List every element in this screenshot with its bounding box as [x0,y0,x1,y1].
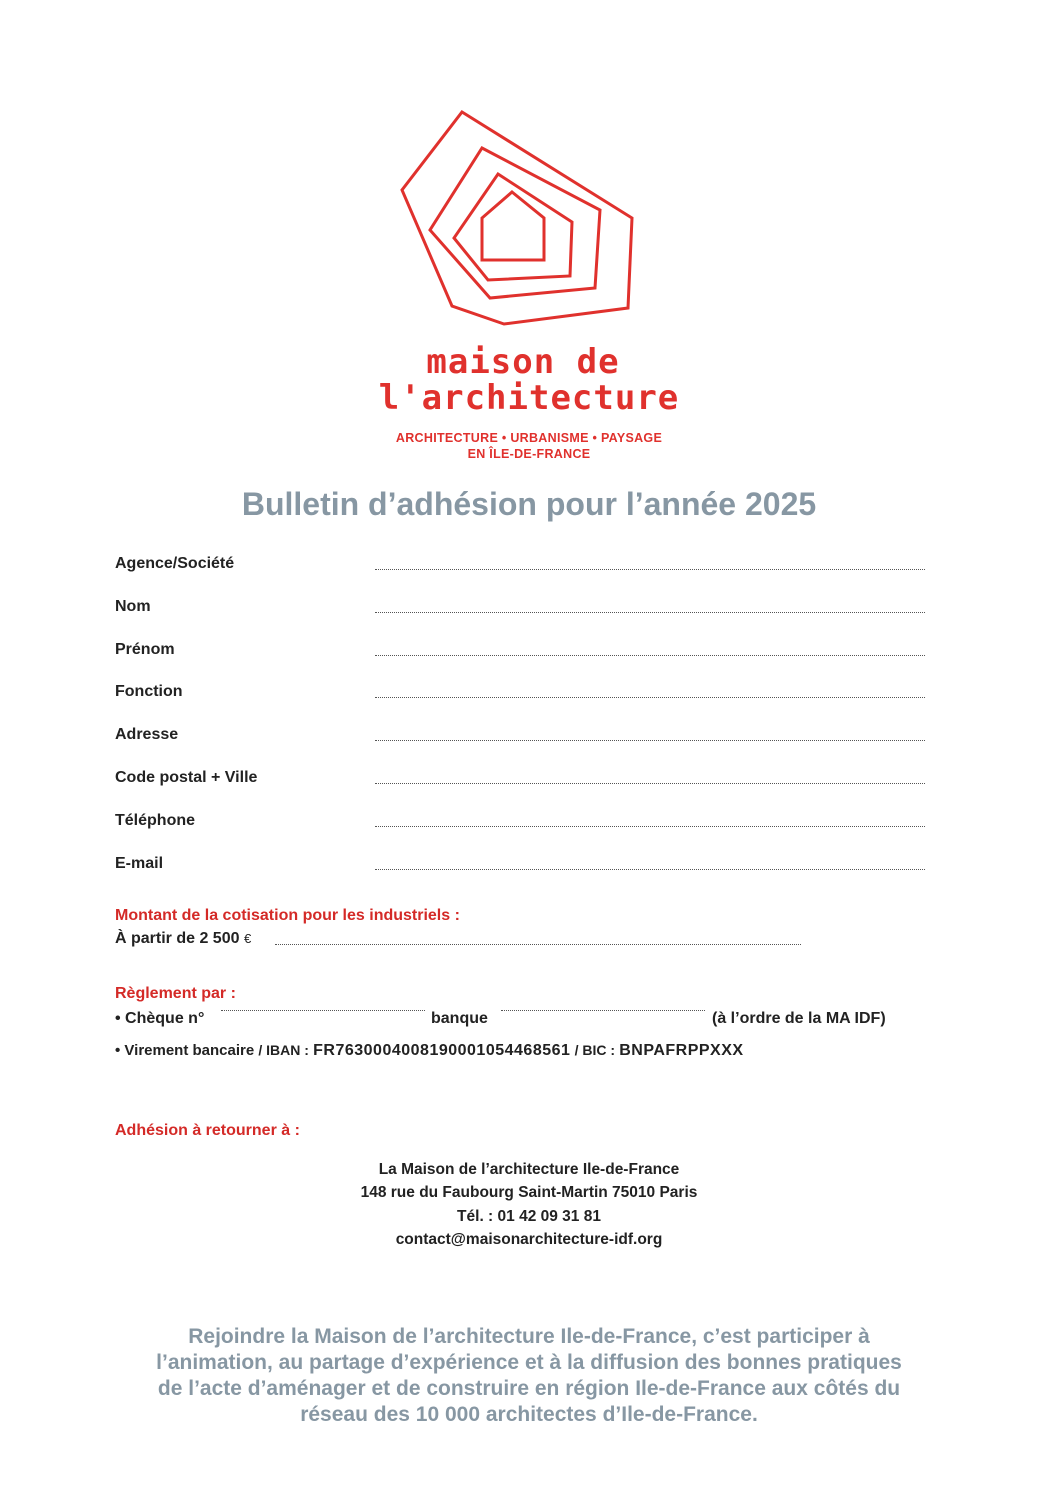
bank-label: banque [431,1010,488,1027]
closing-line: de l’acte d’aménager et de construire en région Ile-de-France aux côtés du [157,1377,901,1400]
fill-line[interactable] [375,612,925,613]
field-label: Fonction [115,683,183,701]
field-telephone [115,810,925,853]
cheque-label: • Chèque n° [115,1010,205,1027]
brand-tagline-region: EN ÎLE-DE-FRANCE [467,447,591,461]
field-label: E-mail [115,854,164,872]
field-label: Téléphone [115,811,196,829]
field-fonction [115,681,925,724]
fill-line[interactable] [275,944,801,945]
cotisation-heading: Montant de la cotisation pour les industriels : [115,907,460,924]
brand-name-line1: maison de [426,342,620,382]
address-phone: Tél. : 01 42 09 31 81 [457,1208,601,1225]
fill-line[interactable] [375,783,925,784]
iban-value: FR7630004008190001054468561 [313,1042,571,1059]
virement-label: • Virement bancaire [115,1042,255,1059]
field-label: Agence/Société [115,555,235,572]
fill-line[interactable] [375,655,925,656]
page-title: Bulletin d’adhésion pour l’année 2025 [241,486,817,522]
bic-label: / BIC : [574,1042,616,1058]
member-form [115,553,925,895]
field-label: Nom [115,597,151,615]
bic-value: BNPAFRPPXXX [619,1042,744,1059]
virement-row [115,1042,744,1060]
cotisation-amount [115,930,801,952]
field-label: Code postal + Ville [115,768,258,786]
logo-house-icon [400,110,636,330]
currency-symbol: € [243,931,252,946]
iban-label: / IBAN : [258,1042,309,1058]
cheque-number-line[interactable] [221,1010,425,1011]
closing-line: réseau des 10 000 architectes d’Ile-de-France. [300,1403,758,1426]
field-label: Adresse [115,726,179,744]
field-prenom [115,639,925,682]
bank-line[interactable] [501,1010,705,1011]
fill-line[interactable] [375,569,925,570]
fill-line[interactable] [375,740,925,741]
fill-line[interactable] [375,826,925,827]
order-note: (à l’ordre de la MA IDF) [712,1010,886,1027]
closing-line: l’animation, au partage d’expérience et à la diffusion des bonnes pratiques [156,1351,902,1374]
closing-statement [0,1324,1058,1428]
brand-tagline: ARCHITECTURE • URBANISME • PAYSAGE [395,431,663,445]
fill-line[interactable] [375,869,925,870]
amount-text: À partir de 2 500 [115,930,240,947]
field-nom [115,596,925,639]
retour-heading: Adhésion à retourner à : [115,1122,300,1139]
cheque-row [115,1010,925,1032]
address-name: La Maison de l’architecture Ile-de-France [378,1161,680,1178]
field-code-postal-ville [115,767,925,810]
fill-line[interactable] [375,697,925,698]
field-agence [115,553,925,596]
field-email [115,853,925,896]
address-street: 148 rue du Faubourg Saint-Martin 75010 Paris [360,1184,698,1201]
closing-line: Rejoindre la Maison de l’architecture Ile-de-France, c’est participer à [188,1325,870,1348]
field-adresse [115,724,925,767]
reglement-heading: Règlement par : [115,985,236,1002]
brand-name-line2: l'architecture [378,378,680,418]
address-email: contact@maisonarchitecture-idf.org [395,1231,663,1248]
field-label: Prénom [115,640,175,658]
